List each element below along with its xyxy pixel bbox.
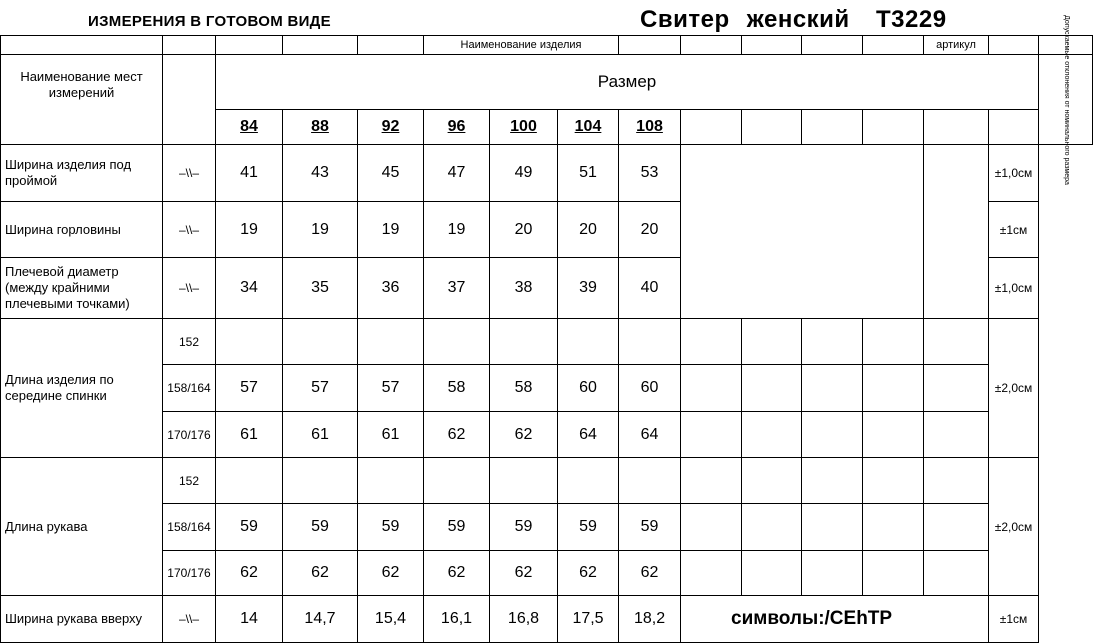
value-cell: 57 (216, 365, 283, 412)
empty-cell (802, 504, 863, 551)
empty-cell (490, 319, 558, 365)
height-label: 158/164 (163, 504, 216, 551)
size-92: 92 (358, 110, 424, 145)
value-cell: 16,1 (424, 596, 490, 643)
value-cell: 62 (283, 551, 358, 596)
article-code: Т3229 (876, 6, 947, 33)
value-cell: 49 (490, 145, 558, 202)
header-row (1, 55, 1093, 110)
value-cell: 45 (358, 145, 424, 202)
value-cell: 61 (358, 412, 424, 458)
row-unit: –\\– (163, 202, 216, 258)
value-cell: 41 (216, 145, 283, 202)
empty-cell (924, 365, 989, 412)
value-cell: 20 (558, 202, 619, 258)
tolerance-header: Допускаемые отклонения от номинального размера (1039, 55, 1093, 145)
measurements-title: ИЗМЕРЕНИЯ В ГОТОВОМ ВИДЕ (88, 13, 331, 30)
product-name: Свитер женский (640, 6, 850, 33)
empty-cell (681, 412, 742, 458)
empty-cell (742, 551, 802, 596)
empty-cell (619, 458, 681, 504)
value-cell: 34 (216, 258, 283, 319)
value-cell: 20 (490, 202, 558, 258)
row-label-neck: Ширина горловины (1, 202, 163, 258)
value-cell: 60 (558, 365, 619, 412)
place-header: Наименование мест измерений (1, 55, 163, 145)
value-cell: 64 (619, 412, 681, 458)
value-cell: 58 (424, 365, 490, 412)
empty-cell (490, 458, 558, 504)
row-label-back-length: Длина изделия по середине спинки (1, 319, 163, 458)
table-row (1, 596, 1093, 643)
size-header: Размер (216, 55, 1039, 110)
size-84: 84 (216, 110, 283, 145)
value-cell: 57 (358, 365, 424, 412)
value-cell: 62 (358, 551, 424, 596)
value-cell: 19 (424, 202, 490, 258)
row-label-bust: Ширина изделия под проймой (1, 145, 163, 202)
empty-cell (802, 551, 863, 596)
value-cell: 36 (358, 258, 424, 319)
value-cell: 51 (558, 145, 619, 202)
empty-cell (742, 458, 802, 504)
value-cell: 43 (283, 145, 358, 202)
table-row (1, 412, 1093, 458)
height-label: 158/164 (163, 365, 216, 412)
value-cell: 59 (558, 504, 619, 551)
value-cell: 62 (424, 412, 490, 458)
value-cell: 18,2 (619, 596, 681, 643)
table-row (1, 258, 1093, 319)
value-cell: 19 (283, 202, 358, 258)
table-row (1, 504, 1093, 551)
empty-cell (216, 319, 283, 365)
value-cell: 59 (490, 504, 558, 551)
value-cell: 19 (358, 202, 424, 258)
empty-cell (681, 319, 742, 365)
height-label: 152 (163, 458, 216, 504)
product-name-label: Наименование изделия (424, 36, 619, 55)
empty-cell (924, 458, 989, 504)
blank-area (681, 145, 924, 319)
value-cell: 62 (490, 551, 558, 596)
row-label-sleeve-top: Ширина рукава вверху (1, 596, 163, 643)
empty-cell (863, 365, 924, 412)
table-row (1, 365, 1093, 412)
value-cell: 19 (216, 202, 283, 258)
value-cell: 57 (283, 365, 358, 412)
article-label: артикул (924, 36, 989, 55)
row-unit: –\\– (163, 596, 216, 643)
value-cell: 62 (558, 551, 619, 596)
value-cell: 58 (490, 365, 558, 412)
empty-cell (863, 458, 924, 504)
value-cell: 59 (283, 504, 358, 551)
empty-cell (216, 458, 283, 504)
empty-cell (802, 319, 863, 365)
empty-cell (802, 365, 863, 412)
empty-cell (283, 458, 358, 504)
empty-cell (681, 551, 742, 596)
size-108: 108 (619, 110, 681, 145)
empty-cell (358, 458, 424, 504)
table-row (1, 202, 1093, 258)
empty-cell (681, 458, 742, 504)
empty-cell (742, 412, 802, 458)
height-label: 170/176 (163, 551, 216, 596)
value-cell: 61 (216, 412, 283, 458)
tolerance-cell: ±2,0см (989, 319, 1039, 458)
value-cell: 59 (619, 504, 681, 551)
table-row (1, 458, 1093, 504)
value-cell: 61 (283, 412, 358, 458)
symbols-label: символы:/CEhTP (681, 596, 989, 643)
tolerance-cell: ±2,0см (989, 458, 1039, 596)
empty-cell (619, 319, 681, 365)
empty-cell (742, 110, 802, 145)
size-88: 88 (283, 110, 358, 145)
value-cell: 16,8 (490, 596, 558, 643)
empty-cell (924, 412, 989, 458)
value-cell: 14,7 (283, 596, 358, 643)
value-cell: 40 (619, 258, 681, 319)
height-label: 152 (163, 319, 216, 365)
empty-cell (924, 110, 989, 145)
height-label: 170/176 (163, 412, 216, 458)
row-label-shoulder: Плечевой диаметр (между крайними плечевыми точками) (1, 258, 163, 319)
value-cell: 60 (619, 365, 681, 412)
value-cell: 64 (558, 412, 619, 458)
value-cell: 59 (216, 504, 283, 551)
empty-cell (802, 412, 863, 458)
value-cell: 47 (424, 145, 490, 202)
empty-cell (924, 202, 989, 258)
value-cell: 53 (619, 145, 681, 202)
empty-cell (924, 145, 989, 202)
empty-cell (424, 458, 490, 504)
empty-cell (863, 412, 924, 458)
size-100: 100 (490, 110, 558, 145)
empty-cell (989, 110, 1039, 145)
value-cell: 38 (490, 258, 558, 319)
value-cell: 37 (424, 258, 490, 319)
row-label-sleeve-length: Длина рукава (1, 458, 163, 596)
empty-cell (681, 504, 742, 551)
empty-cell (742, 504, 802, 551)
tolerance-cell: ±1,0см (989, 145, 1039, 202)
value-cell: 20 (619, 202, 681, 258)
empty-cell (681, 110, 742, 145)
table-row (1, 145, 1093, 202)
empty-cell (863, 110, 924, 145)
empty-cell (924, 258, 989, 319)
table-row (1, 551, 1093, 596)
empty-cell (924, 551, 989, 596)
empty-cell (558, 319, 619, 365)
empty-cell (681, 365, 742, 412)
tolerance-cell: ±1см (989, 202, 1039, 258)
value-cell: 17,5 (558, 596, 619, 643)
empty-cell (424, 319, 490, 365)
empty-cell (863, 551, 924, 596)
row-unit: –\\– (163, 258, 216, 319)
empty-cell (358, 319, 424, 365)
value-cell: 62 (216, 551, 283, 596)
empty-cell (863, 319, 924, 365)
value-cell: 62 (619, 551, 681, 596)
empty-cell (863, 504, 924, 551)
value-cell: 15,4 (358, 596, 424, 643)
empty-cell (802, 458, 863, 504)
value-cell: 14 (216, 596, 283, 643)
value-cell: 59 (358, 504, 424, 551)
empty-cell (558, 458, 619, 504)
empty-cell (742, 365, 802, 412)
table-row (1, 319, 1093, 365)
empty-cell (802, 110, 863, 145)
size-104: 104 (558, 110, 619, 145)
empty-cell (924, 319, 989, 365)
size-96: 96 (424, 110, 490, 145)
value-cell: 39 (558, 258, 619, 319)
empty-cell (742, 319, 802, 365)
value-cell: 59 (424, 504, 490, 551)
value-cell: 35 (283, 258, 358, 319)
tolerance-cell: ±1см (989, 596, 1039, 643)
empty-cell (924, 504, 989, 551)
tolerance-cell: ±1,0см (989, 258, 1039, 319)
title-bar (0, 0, 1032, 35)
row-unit: –\\– (163, 145, 216, 202)
meta-row (1, 36, 1093, 55)
empty-cell (283, 319, 358, 365)
value-cell: 62 (424, 551, 490, 596)
value-cell: 62 (490, 412, 558, 458)
